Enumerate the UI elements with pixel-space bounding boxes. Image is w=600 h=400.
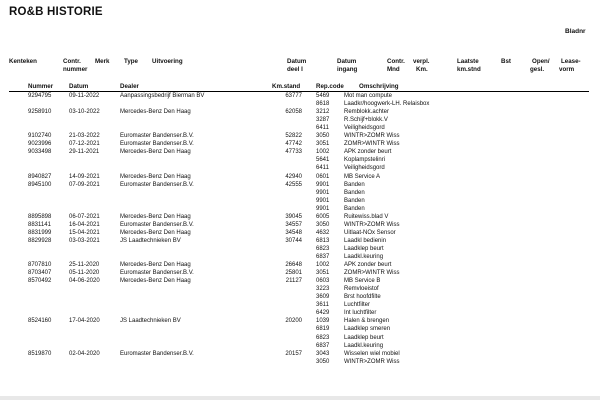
row-rep-code: 3287 [316,117,330,124]
header-laatste-km: km.stnd [457,66,481,73]
row-dealer: Euromaster Bandenser.B.V. [120,141,194,148]
table-row [0,189,600,197]
row-omschrijving: ZOMR>WINTR Wiss [344,141,400,148]
row-omschrijving: Remvloeistof [344,286,379,293]
row-dealer: Mercedes-Benz Den Haag [120,173,191,180]
row-rep-code: 3050 [316,221,330,228]
row-omschrijving: APK zonder beurt [344,149,392,156]
header-open-gesl: gesl. [530,66,545,73]
row-km-stand: 20157 [285,350,302,357]
row-rep-code: 1002 [316,262,330,269]
row-datum: 25-11-2020 [69,262,100,269]
header-datum: Datum [69,83,89,90]
row-omschrijving: Banden [344,197,365,204]
row-omschrijving: Banden [344,189,365,196]
header-datum-deel-2: deel I [287,66,303,73]
row-nummer: 8524160 [28,318,52,325]
row-dealer: Mercedes-Benz Den Haag [120,213,191,220]
row-km-stand: 62058 [285,109,302,116]
row-nummer: 8945100 [28,181,52,188]
row-km-stand: 42940 [285,173,302,180]
row-omschrijving: Veiligheidsgord [344,125,385,132]
row-datum: 14-09-2021 [69,173,100,180]
row-omschrijving: Laadkr/hoogwerk-LH. Relaisbox [344,101,430,108]
row-omschrijving: Banden [344,181,365,188]
header-merk: Merk [95,58,110,65]
table-row [0,108,600,116]
page-title: RO&B HISTORIE [9,6,103,18]
row-omschrijving: Remblokk.achter [344,109,390,116]
row-dealer: JS Laadtechnieken BV [120,237,181,244]
row-datum: 16-04-2021 [69,221,100,228]
row-omschrijving: WINTR>ZOMR Wiss [344,133,400,140]
row-rep-code: 3050 [316,133,330,140]
row-omschrijving: Laadklep beurt [344,245,384,252]
table-row [0,277,600,285]
row-nummer: 8831999 [28,229,52,236]
row-nummer: 8831141 [28,221,51,228]
row-nummer: 8570492 [28,278,52,285]
header-lease: Lease- [561,58,581,65]
row-nummer: 8707810 [28,262,52,269]
row-dealer: Aanpassingsbedrijf Bierman BV [120,93,205,99]
row-rep-code: 9901 [316,197,330,204]
row-rep-code: 6411 [316,165,329,172]
table-row [0,92,600,100]
table-row [0,173,600,181]
row-dealer: Euromaster Bandenser.B.V. [120,181,194,188]
table-row [0,229,600,237]
table-row [0,358,600,366]
row-km-stand: 39045 [285,213,302,220]
row-omschrijving: Wisselen wiel mobiel [344,350,400,357]
table-row [0,140,600,148]
row-nummer: 9294795 [28,93,52,99]
table-row [0,197,600,205]
row-rep-code: 5641 [316,157,330,164]
table-row [0,100,600,108]
row-nummer: 9023996 [28,141,52,148]
table-row [0,148,600,156]
row-nummer: 8895898 [28,213,52,220]
table-row [0,156,600,164]
header-nummer: Nummer [28,83,54,90]
table-row [0,253,600,261]
row-rep-code: 1039 [316,318,330,325]
table-row [0,325,600,333]
row-omschrijving: Brst hoofdfilte [344,294,381,301]
header-contr-mnd: Contr. [387,58,405,65]
row-nummer: 8829928 [28,237,52,244]
row-omschrijving: Koplampstelinri [344,157,386,164]
row-nummer: 9033498 [28,149,52,156]
header-datum-deel: Datum [287,58,307,65]
table-row [0,350,600,358]
row-rep-code: 6837 [316,254,330,260]
header-uitvoering: Uitvoering [152,58,183,65]
header-contr: Contr. [63,58,81,65]
table-row [0,269,600,277]
row-km-stand: 47742 [285,141,302,148]
row-rep-code: 6823 [316,245,330,252]
row-rep-code: 6429 [316,310,330,317]
row-omschrijving: ZOMR>WINTR Wiss [344,270,400,277]
row-omschrijving: Uitlaat-NOx Sensor [344,229,396,236]
row-omschrijving: Laadkl.keuring [344,342,384,349]
row-rep-code: 4632 [316,229,330,236]
row-km-stand: 42555 [285,181,302,188]
row-datum: 03-03-2021 [69,237,100,244]
header-bst: Bst [501,58,511,65]
row-rep-code: 9901 [316,205,330,212]
row-dealer: JS Laadtechnieken BV [120,318,181,325]
row-rep-code: 6411 [316,125,329,132]
row-nummer: 9258910 [28,109,52,116]
table-row [0,221,600,229]
row-rep-code: 6005 [316,213,330,220]
header-km-stand: Km.stand [272,83,301,90]
table-row [0,213,600,221]
row-km-stand: 34548 [285,229,302,236]
header-datum-ingang: Datum [337,58,357,65]
header-kenteken: Kenteken [9,58,37,65]
row-omschrijving: APK zonder beurt [344,262,392,269]
row-omschrijving: Veiligheidsgord [344,165,385,172]
header-type: Type [124,58,138,65]
header-lease-vorm: vorm [559,66,575,73]
row-dealer: Mercedes-Benz Den Haag [120,229,191,236]
row-rep-code: 3051 [316,141,330,148]
row-rep-code: 3043 [316,350,330,357]
row-rep-code: 8618 [316,101,330,108]
table-row [0,132,600,140]
row-omschrijving: MB Service B [344,278,381,285]
row-rep-code: 9901 [316,181,330,188]
header-verpl-km: Km. [416,66,428,73]
row-dealer: Euromaster Bandenser.B.V. [120,350,194,357]
row-omschrijving: Laadkl.keuring [344,254,384,260]
row-dealer: Euromaster Bandenser.B.V. [120,133,194,140]
row-km-stand: 21127 [285,278,302,285]
row-km-stand: 26648 [285,262,302,269]
table-row [0,181,600,189]
table-row [0,261,600,269]
row-nummer: 8703407 [28,270,52,277]
row-rep-code: 9901 [316,189,330,196]
header-contr-mnd-2: Mnd [387,66,400,73]
row-omschrijving: Laadklep beurt [344,334,384,341]
row-rep-code: 3051 [316,270,330,277]
row-datum: 07-12-2021 [69,141,100,148]
header-datum-ingang-2: ingang [337,66,358,73]
row-km-stand: 30744 [285,237,302,244]
table-row [0,334,600,342]
table-row [0,245,600,253]
row-rep-code: 5469 [316,93,330,99]
header-rep-code: Rep.code [316,83,344,90]
row-km-stand: 25801 [285,270,302,277]
table-row [0,124,600,132]
row-omschrijving: Laadklep smeren [344,326,391,333]
row-datum: 03-10-2022 [69,109,100,116]
header-open: Open/ [532,58,550,65]
row-nummer: 8519870 [28,350,52,357]
header-omschrijving: Omschrijving [359,83,399,90]
table-row [0,116,600,124]
table-row [0,237,600,245]
row-datum: 07-09-2021 [69,181,100,188]
row-omschrijving: MB Service A [344,173,381,180]
row-km-stand: 47733 [285,149,302,156]
row-rep-code: 6813 [316,237,330,244]
row-omschrijving: Luchtfilter [344,302,371,309]
row-omschrijving: Banden [344,205,365,212]
row-rep-code: 0603 [316,278,330,285]
row-dealer: Euromaster Bandenser.B.V. [120,270,194,277]
table-row [0,317,600,325]
header-laatste: Laatste [457,58,479,65]
table-row [0,205,600,213]
row-dealer: Mercedes-Benz Den Haag [120,278,191,285]
row-rep-code: 3223 [316,286,330,293]
row-datum: 15-04-2021 [69,229,100,236]
table-row [0,293,600,301]
row-datum: 09-11-2022 [69,93,100,99]
row-rep-code: 3212 [316,109,330,116]
row-dealer: Mercedes-Benz Den Haag [120,109,191,116]
row-datum: 02-04-2020 [69,350,100,357]
row-rep-code: 3611 [316,302,329,309]
header-contr-nummer: nummer [63,66,88,73]
row-dealer: Mercedes-Benz Den Haag [120,262,191,269]
row-nummer: 9102740 [28,133,52,140]
row-dealer: Euromaster Bandenser.B.V. [120,221,194,228]
row-rep-code: 3050 [316,358,330,365]
row-rep-code: 3609 [316,294,330,301]
table-row [0,309,600,317]
row-km-stand: 20200 [285,318,302,325]
row-datum: 21-03-2022 [69,133,100,140]
row-datum: 17-04-2020 [69,318,100,325]
row-datum: 06-07-2021 [69,213,100,220]
bottom-edge [0,396,600,400]
row-omschrijving: WINTR>ZOMR Wiss [344,358,400,365]
row-omschrijving: Mot man compute [344,93,393,99]
row-datum: 29-11-2021 [69,149,100,156]
row-rep-code: 6823 [316,334,330,341]
row-km-stand: 52822 [285,133,302,140]
row-omschrijving: R.Schijf+blokk.V [344,117,388,124]
row-dealer: Mercedes-Benz Den Haag [120,149,191,156]
row-rep-code: 6819 [316,326,330,333]
bladnr-label: Bladnr [565,28,586,35]
row-nummer: 8940827 [28,173,52,180]
header-verpl: verpl. [413,58,430,65]
table-row [0,342,600,350]
table-row [0,164,600,172]
row-omschrijving: Laadkl bedienin [344,237,387,244]
row-omschrijving: Ruitewiss.blad V [344,213,389,220]
row-km-stand: 34557 [285,221,302,228]
row-rep-code: 6837 [316,342,330,349]
table-row [0,301,600,309]
header-dealer: Dealer [120,83,139,90]
row-datum: 05-11-2020 [69,270,100,277]
row-datum: 04-06-2020 [69,278,100,285]
row-rep-code: 0601 [316,173,330,180]
row-omschrijving: Halen & brengen [344,318,390,325]
row-omschrijving: Int luchtfilter [344,310,377,317]
table-row [0,285,600,293]
row-km-stand: 63777 [285,93,302,99]
row-omschrijving: WINTR>ZOMR Wiss [344,221,400,228]
row-rep-code: 1002 [316,149,330,156]
